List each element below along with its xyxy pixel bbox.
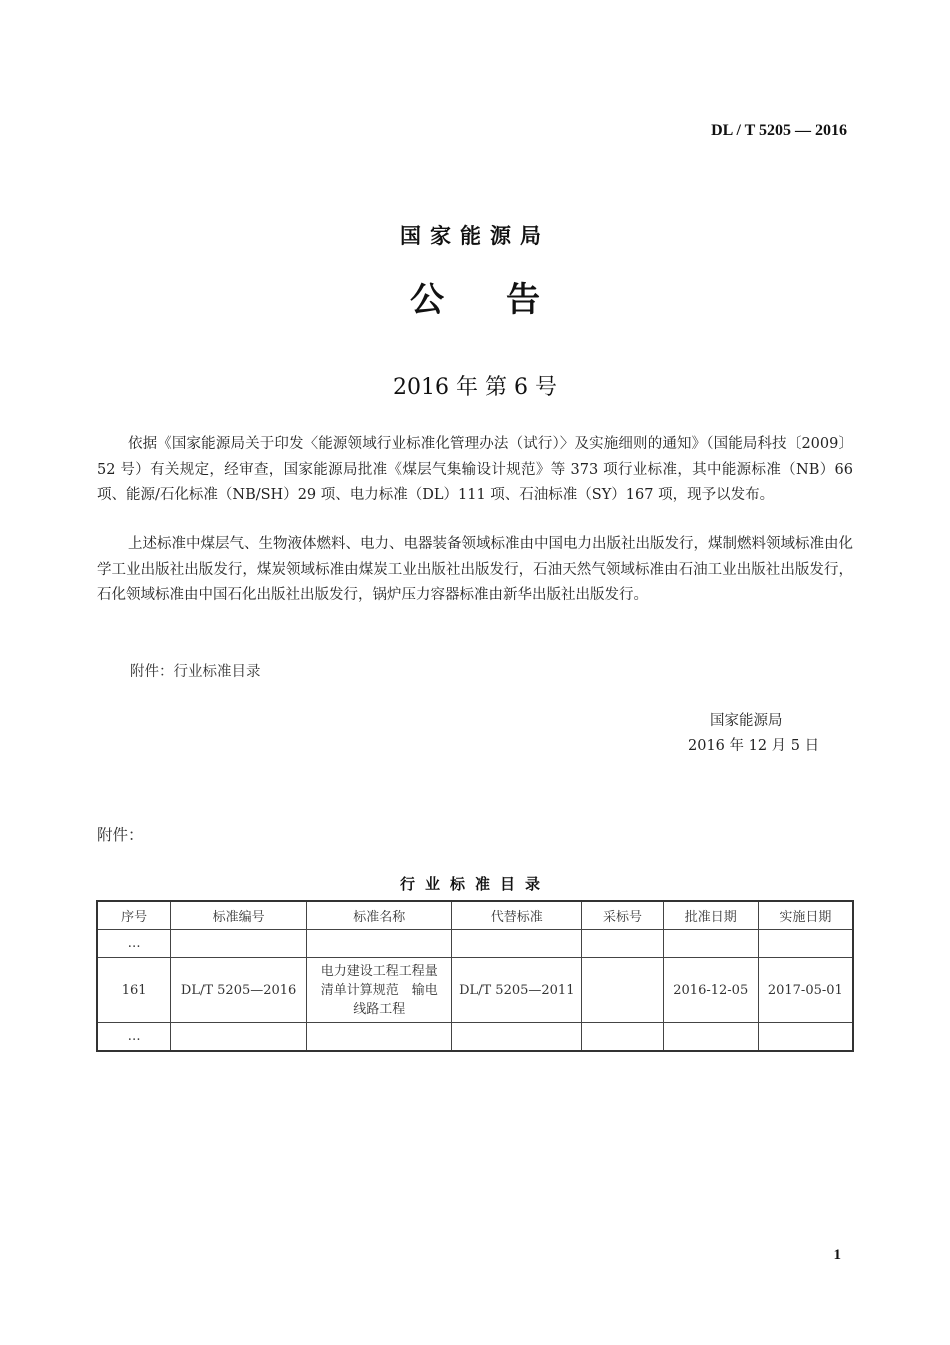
cell-name-line2: 清单计算规范 输电 <box>320 982 438 998</box>
issuer-heading: 国家能源局 <box>400 224 550 248</box>
standards-table <box>96 900 854 1052</box>
header-approval-date: 批准日期 <box>663 901 758 930</box>
header-name: 标准名称 <box>306 901 452 930</box>
table-row <box>97 1023 853 1052</box>
cell-adopted <box>582 958 664 1023</box>
cell-replaces: DL/T 5205—2011 <box>452 958 582 1023</box>
attachment-label: 附件： <box>97 826 144 844</box>
header-code: 标准编号 <box>171 901 307 930</box>
signature-org: 国家能源局 <box>710 713 783 729</box>
table-row <box>97 930 853 958</box>
cell-effective-date: 2017-05-01 <box>758 958 853 1023</box>
announcement-title: 公告 <box>410 280 602 320</box>
cell-name-line1: 电力建设工程工程量 <box>320 963 438 979</box>
header-replaces: 代替标准 <box>452 901 582 930</box>
document-code: DL / T 5205 — 2016 <box>711 122 847 139</box>
cell-code: DL/T 5205—2016 <box>171 958 307 1023</box>
page-number: 1 <box>833 1247 841 1263</box>
header-adopted: 采标号 <box>582 901 664 930</box>
body-paragraph-2: 上述标准中煤层气、生物液体燃料、电力、电器装备领域标准由中国电力出版社出版发行，煤制燃料领域标准由化学工业出版社出版发行，煤炭领域标准由煤炭工业出版社出版发行，石油天然气领域标准由石油工业出版社出版发行，石化领域标准由中国石化出版社出版发行，锅炉压力容器标准由新华出版社出版发行。 <box>97 536 853 603</box>
ellipsis-cell: … <box>97 1023 171 1052</box>
body-paragraph-1: 依据《国家能源局关于印发〈能源领域行业标准化管理办法（试行）〉及实施细则的通知》（国能局科技〔2009〕52 号）有关规定，经审查，国家能源局批准《煤层气集输设计规范》等 373 项行业标准，其中能源标准（NB）66 项、能源/石化标准（NB/SH）29 项、电力标准（DL）111 项、石油标准（SY）167 项，现予以发布。 <box>97 436 853 503</box>
cell-name-line3: 线路工程 <box>353 1001 406 1017</box>
cell-name <box>306 958 452 1023</box>
attachment-note: 附件：行业标准目录 <box>130 664 261 680</box>
table-row <box>97 958 853 1023</box>
signature-date: 2016 年 12 月 5 日 <box>688 738 820 754</box>
announcement-number: 2016 年 第 6 号 <box>393 375 557 400</box>
table-title: 行业标准目录 <box>399 875 550 893</box>
ellipsis-cell: … <box>97 930 171 958</box>
header-effective-date: 实施日期 <box>758 901 853 930</box>
header-seq: 序号 <box>97 901 171 930</box>
table-header-row <box>97 901 853 930</box>
cell-approval-date: 2016-12-05 <box>663 958 758 1023</box>
cell-seq: 161 <box>97 958 171 1023</box>
